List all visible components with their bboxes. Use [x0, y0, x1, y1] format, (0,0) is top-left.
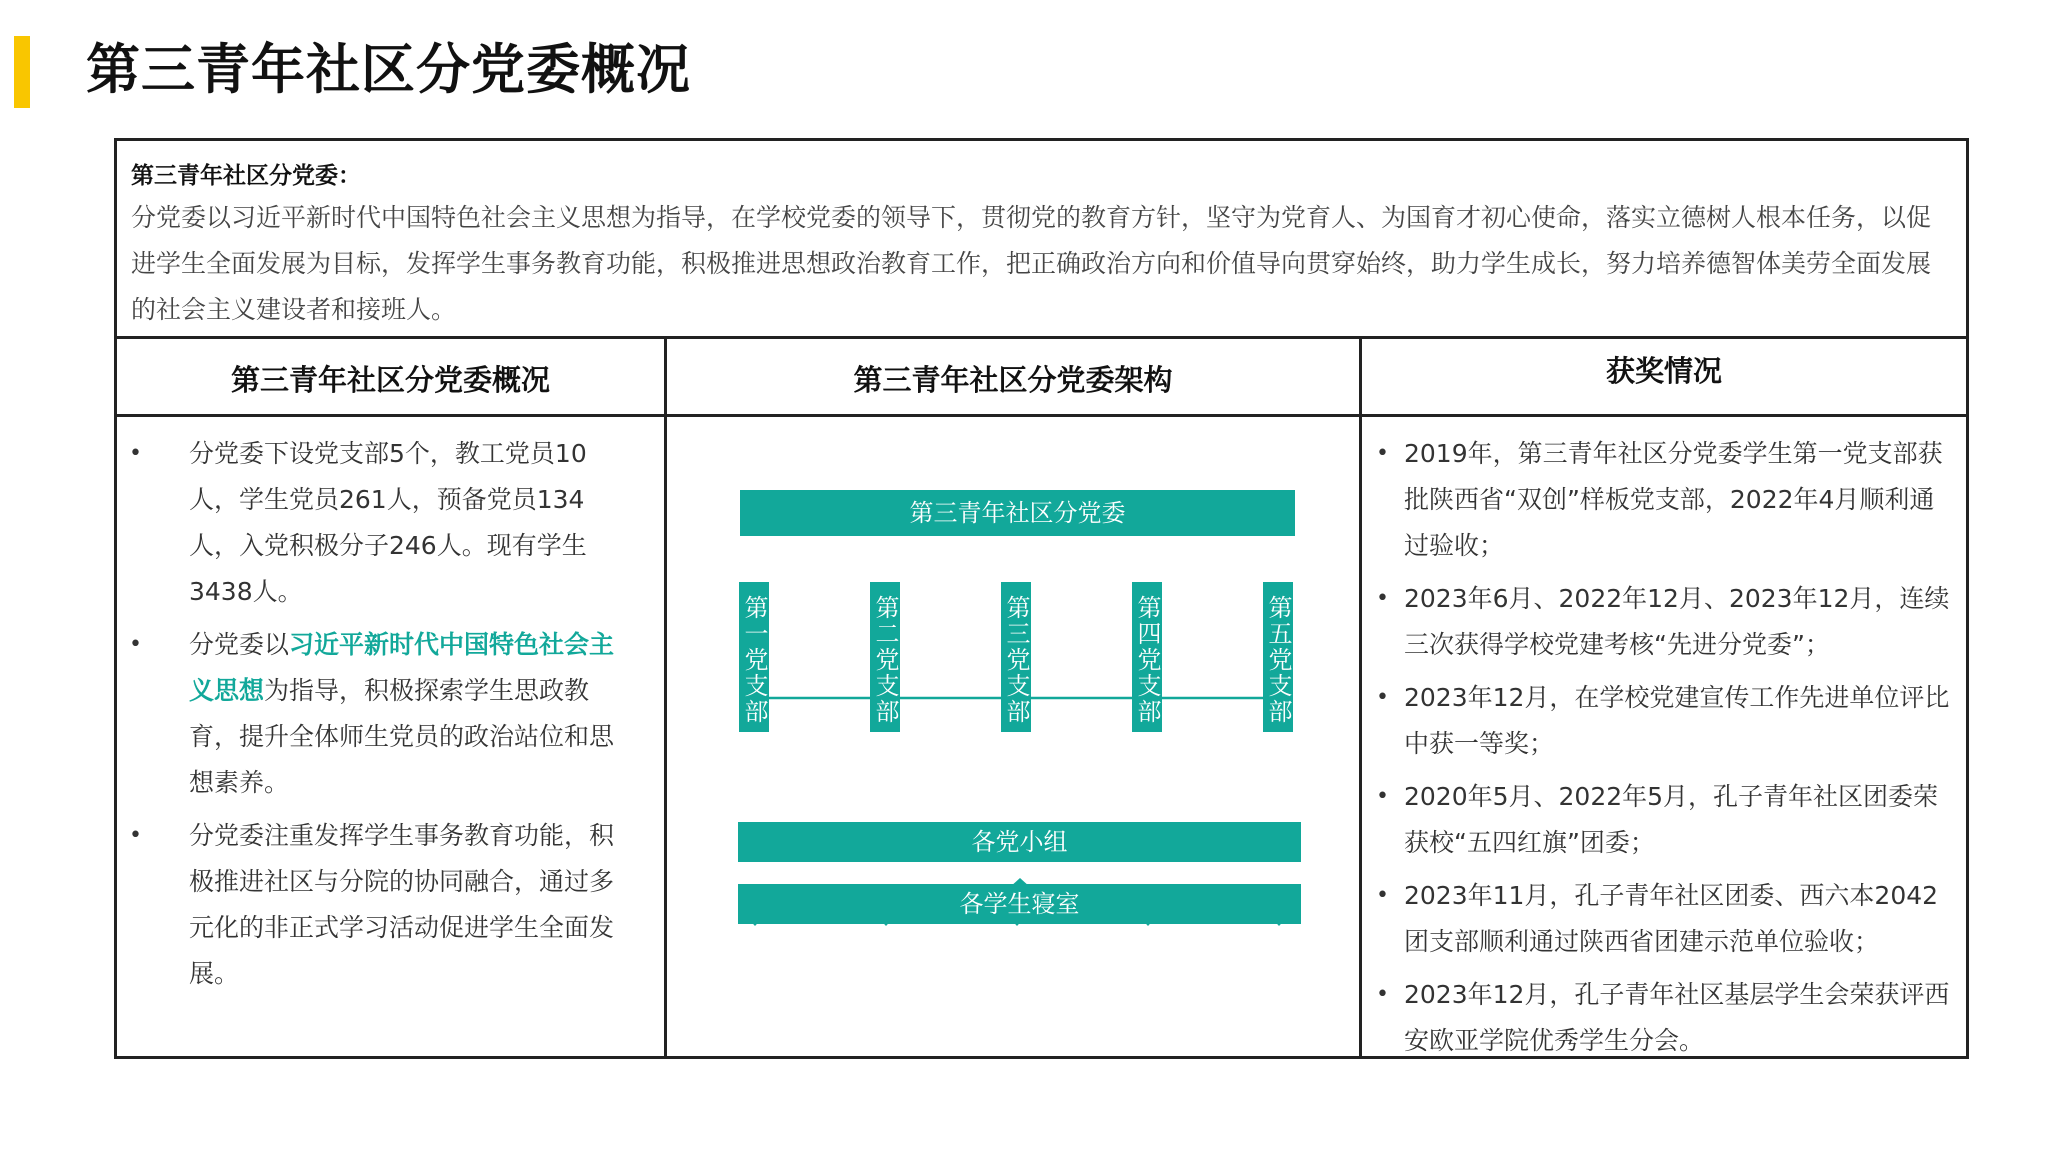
- bullet-dot: •: [1376, 982, 1389, 1007]
- list-item: [1362, 972, 1958, 1064]
- bullet-dot: •: [129, 441, 142, 466]
- list-item: [1362, 873, 1958, 965]
- bullet-dot: •: [129, 632, 142, 657]
- overview-heading: 第三青年社区分党委概况: [117, 339, 664, 417]
- bullet-dot: •: [1376, 784, 1389, 809]
- overview-column: [117, 339, 667, 1059]
- bullet-dot: •: [1376, 685, 1389, 710]
- award-text: 2020年5月、2022年5月，孔子青年社区团委荣获校“五四红旗”团委；: [1404, 782, 1939, 857]
- list-item: [1362, 675, 1958, 767]
- awards-list: [1362, 417, 1966, 1064]
- org-branch-node: 第一党支部: [739, 582, 769, 732]
- org-group-node: 各党小组: [738, 822, 1301, 862]
- intro-body: 分党委以习近平新时代中国特色社会主义思想为指导，在学校党委的领导下，贯彻党的教育方针，坚守为党育人、为国育才初心使命，落实立德树人根本任务，以促进学生全面发展为目标，发挥学生事务教育功能，积极推进思想政治教育工作，把正确政治方向和价值导向贯穿始终，助力学生成长，努力培养德智体美劳全面发展的社会主义建设者和接班人。: [131, 203, 1932, 324]
- page-title: 第三青年社区分党委概况: [86, 38, 691, 101]
- list-item: [1362, 431, 1958, 569]
- overview-text-pre: 分党委以: [189, 630, 290, 659]
- title-accent-bar: [14, 36, 30, 108]
- org-root-node: 第三青年社区分党委: [740, 490, 1295, 536]
- awards-column: [1362, 339, 1966, 1059]
- list-item: [117, 431, 634, 615]
- overview-text: 分党委下设党支部5个，教工党员10人，学生党员261人，预备党员134人，入党积极分子246人。现有学生3438人。: [189, 439, 587, 606]
- award-text: 2023年11月，孔子青年社区团委、西六本2042团支部顺利通过陕西省团建示范单位验收；: [1404, 881, 1939, 956]
- overview-text-highlight: 习近平新时代中国特色社会主义思想: [189, 630, 615, 705]
- list-item: [117, 813, 634, 997]
- award-text: 2023年6月、2022年12月、2023年12月，连续三次获得学校党建考核“先进分党委”；: [1404, 584, 1950, 659]
- org-nodes: [664, 138, 1356, 1059]
- list-item: [117, 622, 634, 806]
- structure-heading: 第三青年社区分党委架构: [667, 339, 1359, 417]
- award-text: 2023年12月，在学校党建宣传工作先进单位评比中获一等奖；: [1404, 683, 1950, 758]
- org-branch-node: 第四党支部: [1132, 582, 1162, 732]
- bullet-dot: •: [1376, 883, 1389, 908]
- bullet-dot: •: [1376, 441, 1389, 466]
- org-branch-node: 第五党支部: [1263, 582, 1293, 732]
- org-branch-node: 第三党支部: [1001, 582, 1031, 732]
- overview-text-post: 为指导，积极探索学生思政教育，提升全体师生党员的政治站位和思想素养。: [189, 676, 615, 797]
- overview-list: [117, 417, 664, 997]
- award-text: 2019年，第三青年社区分党委学生第一党支部获批陕西省“双创”样板党支部，2022年4月顺利通过验收；: [1404, 439, 1943, 560]
- list-item: [1362, 774, 1958, 866]
- bullet-dot: •: [129, 823, 142, 848]
- org-branch-node: 第二党支部: [870, 582, 900, 732]
- award-text: 2023年12月，孔子青年社区基层学生会荣获评西安欧亚学院优秀学生分会。: [1404, 980, 1950, 1055]
- bullet-dot: •: [1376, 586, 1389, 611]
- org-dorm-node: 各学生寝室: [738, 884, 1301, 924]
- awards-heading: 获奖情况: [1362, 339, 1966, 417]
- overview-text: 分党委注重发挥学生事务教育功能，积极推进社区与分院的协同融合，通过多元化的非正式学习活动促进学生全面发展。: [189, 821, 615, 988]
- intro-title: 第三青年社区分党委：: [131, 163, 361, 189]
- list-item: [1362, 576, 1958, 668]
